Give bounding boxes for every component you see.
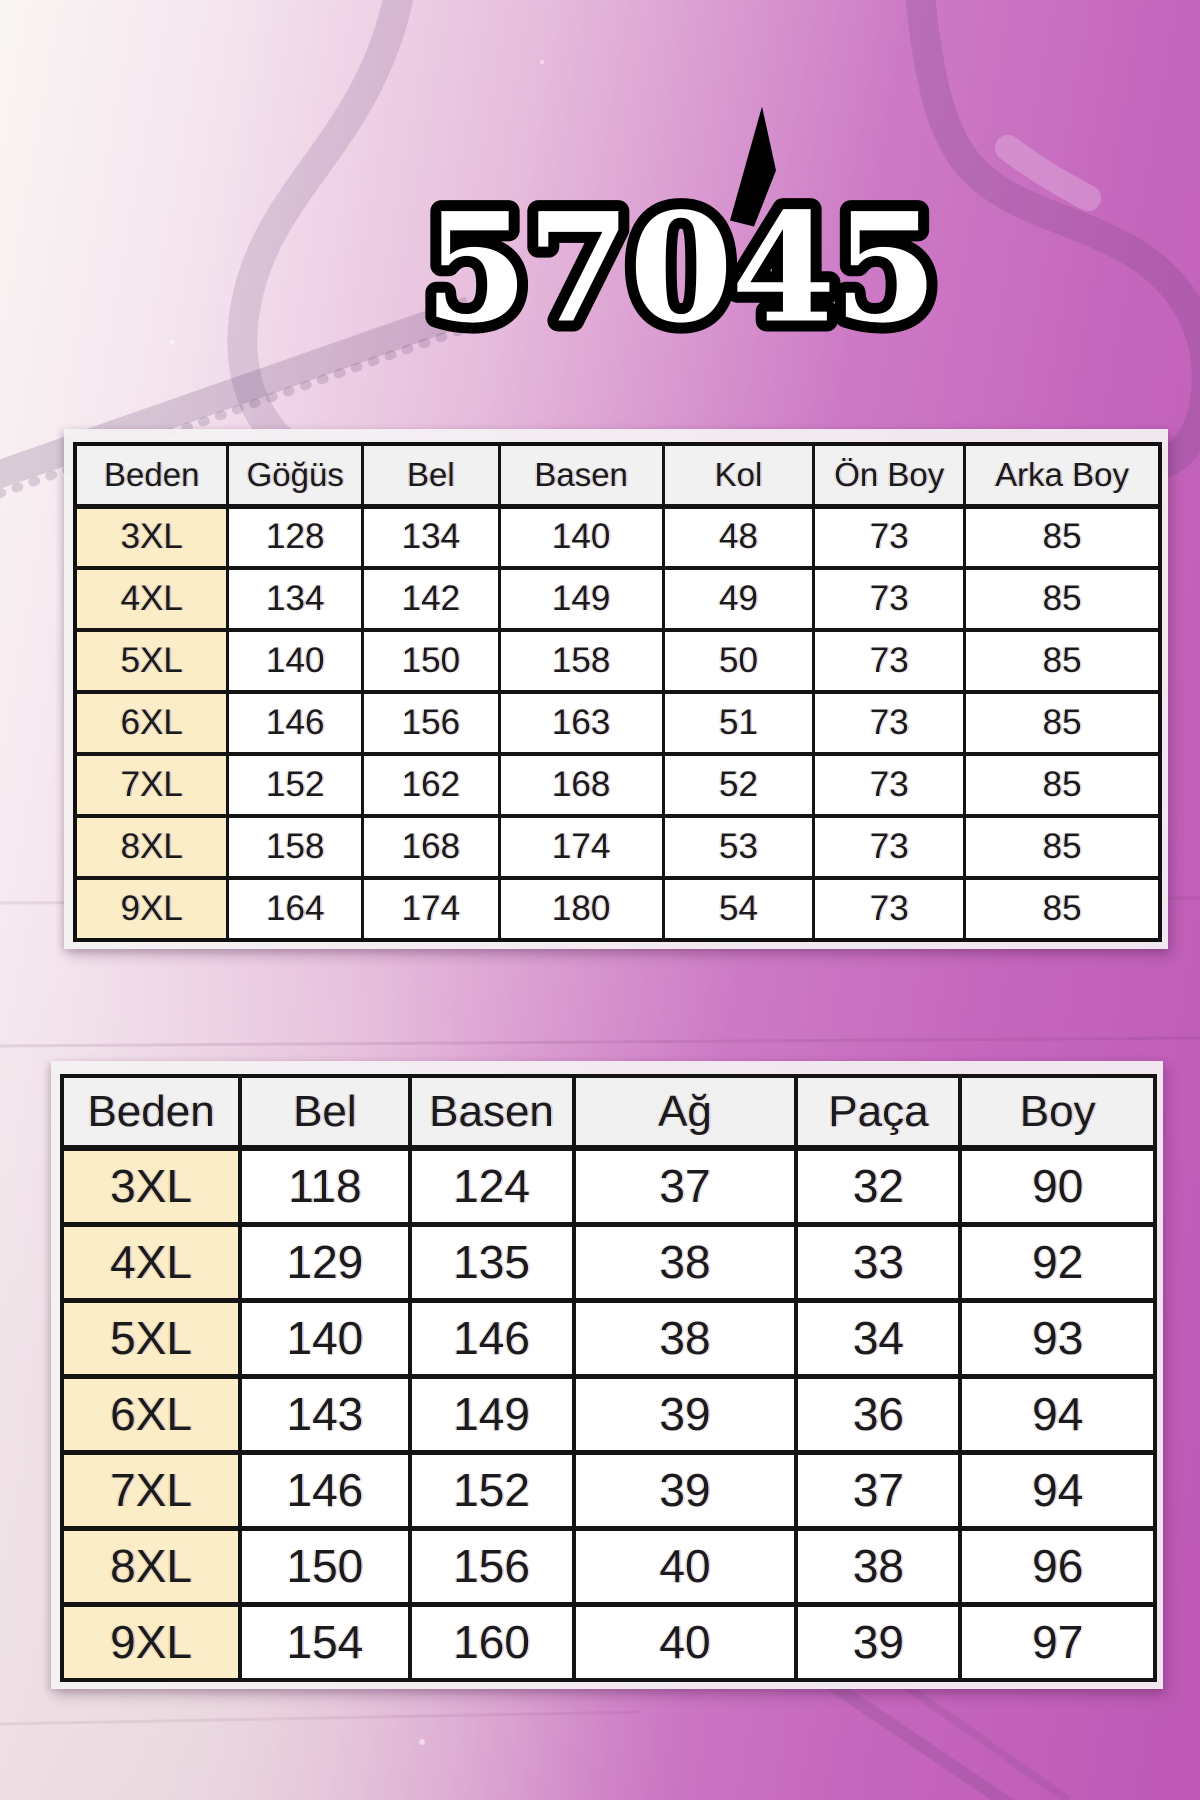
- measurement-cell: 52: [663, 754, 814, 816]
- measurement-cell: 37: [574, 1148, 797, 1224]
- product-code-title: [310, 138, 1050, 368]
- measurement-cell: 96: [960, 1528, 1155, 1604]
- header-row: [75, 444, 1160, 506]
- measurement-cell: 118: [240, 1148, 409, 1224]
- measurement-cell: 134: [363, 506, 500, 568]
- measurement-cell: 85: [965, 816, 1160, 878]
- measurement-cell: 152: [228, 754, 363, 816]
- size-row: [75, 816, 1160, 878]
- measurement-cell: 39: [574, 1452, 797, 1528]
- measurement-cell: 140: [228, 630, 363, 692]
- measurement-cell: 174: [363, 878, 500, 940]
- measurement-cell: 160: [410, 1604, 574, 1680]
- size-label-cell: 6XL: [75, 692, 228, 754]
- measurement-cell: 33: [796, 1224, 960, 1300]
- measurement-cell: 34: [796, 1300, 960, 1376]
- size-row: [75, 568, 1160, 630]
- size-label-cell: 3XL: [62, 1148, 240, 1224]
- measurement-cell: 73: [814, 506, 965, 568]
- size-row: [75, 878, 1160, 940]
- size-label-cell: 8XL: [75, 816, 228, 878]
- upper-size-table: [64, 429, 1168, 949]
- measurement-cell: 49: [663, 568, 814, 630]
- measurement-cell: 90: [960, 1148, 1155, 1224]
- measurement-cell: 73: [814, 878, 965, 940]
- measurement-cell: 85: [965, 878, 1160, 940]
- size-label-cell: 8XL: [62, 1528, 240, 1604]
- measurement-cell: 168: [363, 816, 500, 878]
- measurement-cell: 85: [965, 506, 1160, 568]
- size-row: [75, 692, 1160, 754]
- measurement-cell: 37: [796, 1452, 960, 1528]
- measurement-cell: 135: [410, 1224, 574, 1300]
- size-row: [62, 1604, 1155, 1680]
- measurement-cell: 92: [960, 1224, 1155, 1300]
- lower-size-table: [51, 1061, 1163, 1689]
- size-row: [62, 1224, 1155, 1300]
- lower-size-table-grid: [60, 1074, 1157, 1682]
- measurement-cell: 146: [410, 1300, 574, 1376]
- column-header: Boy: [960, 1076, 1155, 1148]
- measurement-cell: 73: [814, 754, 965, 816]
- size-label-cell: 9XL: [75, 878, 228, 940]
- measurement-cell: 94: [960, 1376, 1155, 1452]
- measurement-cell: 146: [240, 1452, 409, 1528]
- column-header: Beden: [62, 1076, 240, 1148]
- measurement-cell: 93: [960, 1300, 1155, 1376]
- measurement-cell: 162: [363, 754, 500, 816]
- size-label-cell: 7XL: [62, 1452, 240, 1528]
- size-label-cell: 5XL: [75, 630, 228, 692]
- size-row: [62, 1300, 1155, 1376]
- product-code: 57045: [424, 180, 936, 357]
- measurement-cell: 152: [410, 1452, 574, 1528]
- measurement-cell: 124: [410, 1148, 574, 1224]
- column-header: Kol: [663, 444, 814, 506]
- measurement-cell: 38: [574, 1300, 797, 1376]
- column-header: Ön Boy: [814, 444, 965, 506]
- measurement-cell: 180: [499, 878, 663, 940]
- size-label-cell: 7XL: [75, 754, 228, 816]
- size-row: [75, 506, 1160, 568]
- measurement-cell: 40: [574, 1604, 797, 1680]
- measurement-cell: 39: [796, 1604, 960, 1680]
- size-row: [75, 630, 1160, 692]
- measurement-cell: 85: [965, 754, 1160, 816]
- measurement-cell: 140: [240, 1300, 409, 1376]
- column-header: Bel: [240, 1076, 409, 1148]
- measurement-cell: 128: [228, 506, 363, 568]
- measurement-cell: 146: [228, 692, 363, 754]
- measurement-cell: 48: [663, 506, 814, 568]
- measurement-cell: 142: [363, 568, 500, 630]
- size-row: [62, 1528, 1155, 1604]
- measurement-cell: 174: [499, 816, 663, 878]
- measurement-cell: 53: [663, 816, 814, 878]
- measurement-cell: 156: [363, 692, 500, 754]
- measurement-cell: 97: [960, 1604, 1155, 1680]
- size-row: [62, 1148, 1155, 1224]
- measurement-cell: 85: [965, 630, 1160, 692]
- size-row: [62, 1376, 1155, 1452]
- measurement-cell: 73: [814, 568, 965, 630]
- column-header: Ağ: [574, 1076, 797, 1148]
- measurement-cell: 158: [499, 630, 663, 692]
- measurement-cell: 94: [960, 1452, 1155, 1528]
- measurement-cell: 168: [499, 754, 663, 816]
- column-header: Paça: [796, 1076, 960, 1148]
- measurement-cell: 143: [240, 1376, 409, 1452]
- size-label-cell: 4XL: [62, 1224, 240, 1300]
- measurement-cell: 50: [663, 630, 814, 692]
- measurement-cell: 73: [814, 816, 965, 878]
- size-label-cell: 4XL: [75, 568, 228, 630]
- measurement-cell: 73: [814, 692, 965, 754]
- column-header: Basen: [410, 1076, 574, 1148]
- size-label-cell: 3XL: [75, 506, 228, 568]
- measurement-cell: 54: [663, 878, 814, 940]
- measurement-cell: 40: [574, 1528, 797, 1604]
- size-label-cell: 5XL: [62, 1300, 240, 1376]
- measurement-cell: 129: [240, 1224, 409, 1300]
- size-label-cell: 9XL: [62, 1604, 240, 1680]
- column-header: Basen: [499, 444, 663, 506]
- column-header: Göğüs: [228, 444, 363, 506]
- upper-size-table-grid: [73, 442, 1162, 942]
- column-header: Arka Boy: [965, 444, 1160, 506]
- measurement-cell: 36: [796, 1376, 960, 1452]
- measurement-cell: 154: [240, 1604, 409, 1680]
- measurement-cell: 149: [499, 568, 663, 630]
- measurement-cell: 150: [363, 630, 500, 692]
- size-row: [75, 754, 1160, 816]
- measurement-cell: 140: [499, 506, 663, 568]
- measurement-cell: 38: [796, 1528, 960, 1604]
- measurement-cell: 149: [410, 1376, 574, 1452]
- measurement-cell: 158: [228, 816, 363, 878]
- measurement-cell: 85: [965, 568, 1160, 630]
- column-header: Bel: [363, 444, 500, 506]
- measurement-cell: 38: [574, 1224, 797, 1300]
- size-row: [62, 1452, 1155, 1528]
- measurement-cell: 85: [965, 692, 1160, 754]
- header-row: [62, 1076, 1155, 1148]
- measurement-cell: 32: [796, 1148, 960, 1224]
- measurement-cell: 39: [574, 1376, 797, 1452]
- measurement-cell: 156: [410, 1528, 574, 1604]
- measurement-cell: 51: [663, 692, 814, 754]
- measurement-cell: 73: [814, 630, 965, 692]
- measurement-cell: 150: [240, 1528, 409, 1604]
- measurement-cell: 164: [228, 878, 363, 940]
- measurement-cell: 134: [228, 568, 363, 630]
- size-label-cell: 6XL: [62, 1376, 240, 1452]
- column-header: Beden: [75, 444, 228, 506]
- measurement-cell: 163: [499, 692, 663, 754]
